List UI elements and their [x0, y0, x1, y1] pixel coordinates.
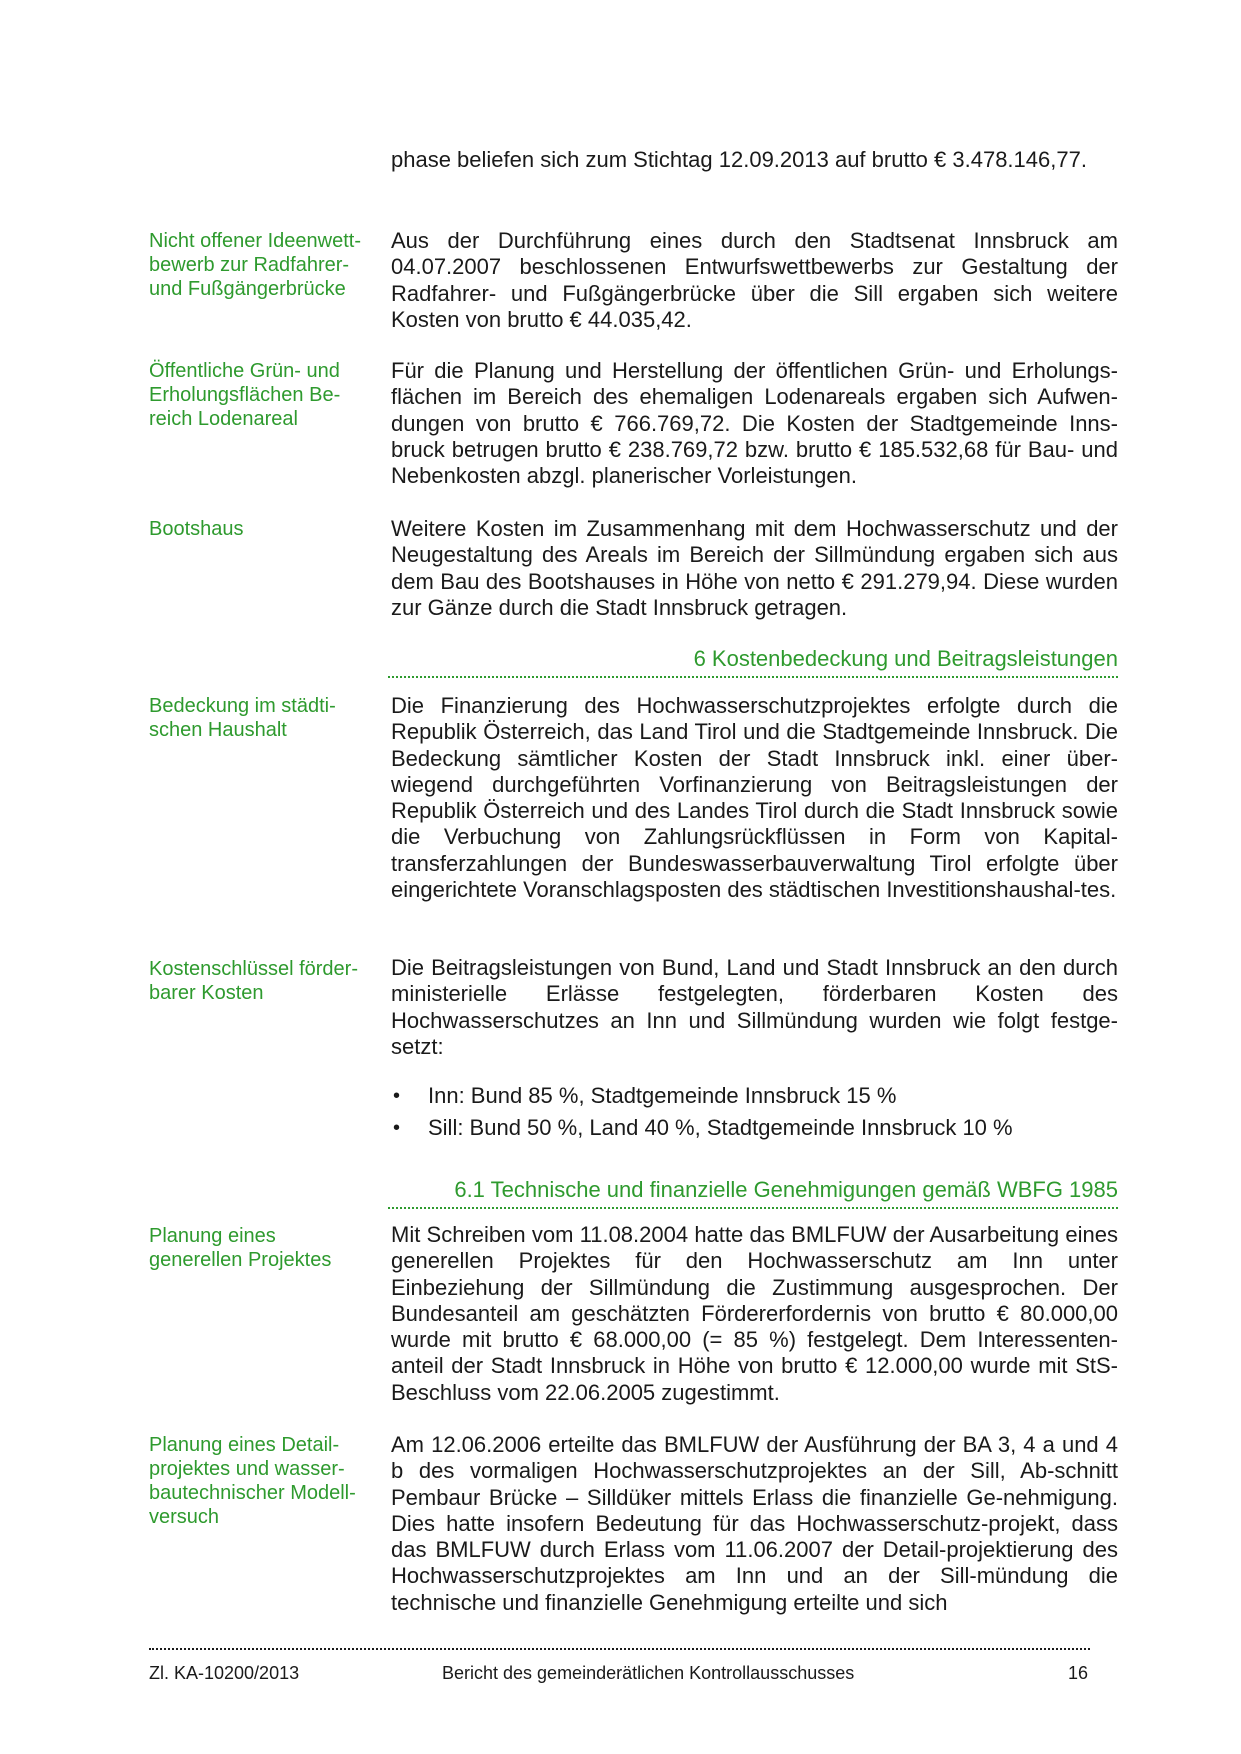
margin-note-generelles-projekt: Planung eines generellen Projektes	[149, 1225, 332, 1271]
paragraph-generelles-projekt: Mit Schreiben vom 11.08.2004 hatte das BMLFUW der Ausarbeitung eines generellen Projektes für den Hochwasserschutz am Inn unter Einbeziehung der Sillmündung die Zustimmung ausgesprochen. Der Bundesanteil am geschätzten Fördererfordernis von brutto € 80.000,00 wurde mit brutto € 68.000,00 (= 85 %) festgelegt. Dem Interessenten-anteil der Stadt Innsbruck in Höhe von brutto € 12.000,00 wurde mit StS-Beschluss vom 22.06.2005 zugestimmt.	[391, 1222, 1118, 1405]
paragraph-continuation: phase beliefen sich zum Stichtag 12.09.2013 auf brutto € 3.478.146,77.	[391, 147, 1087, 172]
paragraph-detailprojekt: Am 12.06.2006 erteilte das BMLFUW der Ausführung der BA 3, 4 a und 4 b des vormaligen Hochwasserschutzprojektes an der Sill, Ab-schnitt Pembaur Brücke – Silldüker mittels Erlass die finanzielle Ge-nehmigung. Dies hatte insofern Bedeutung für das Hochwasserschutz-projekt, dass das BMLFUW durch Erlass vom 11.06.2007 der Detail-projektierung des Hochwasserschutzprojektes am Inn und an der Sill-mündung die technische und finanzielle Genehmigung erteilte und sich	[391, 1432, 1118, 1615]
section-heading-6: 6 Kostenbedeckung und Beitragsleistungen	[388, 645, 1118, 678]
bullet-icon: •	[393, 1085, 401, 1107]
margin-note-bootshaus: Bootshaus	[149, 518, 244, 540]
bullet-list-cost-keys	[391, 1083, 1118, 1147]
list-item: • Sill: Bund 50 %, Land 40 %, Stadtgemeinde Innsbruck 10 %	[393, 1115, 1013, 1140]
paragraph-kostenschluessel: Die Beitragsleistungen von Bund, Land und Stadt Innsbruck an den durch ministerielle Erlässe festgelegten, förderbaren Kosten des Hochwasserschutzes an Inn und Sillmündung wurden wie folgt festge-setzt:	[391, 955, 1118, 1059]
footer-divider	[149, 1648, 1090, 1650]
paragraph-gruenflaechen: Für die Planung und Herstellung der öffentlichen Grün- und Erholungs-flächen im Bereich des ehemaligen Lodenareals ergaben sich Aufwen-dungen von brutto € 766.769,72. Die Kosten der Stadtgemeinde Inns-bruck betrugen brutto € 238.769,72 bzw. brutto € 185.532,68 für Bau- und Nebenkosten abzgl. planerischer Vorleistungen.	[391, 358, 1118, 489]
list-item: • Inn: Bund 85 %, Stadtgemeinde Innsbruck 15 %	[393, 1083, 897, 1108]
bullet-icon: •	[393, 1117, 401, 1139]
paragraph-bootshaus: Weitere Kosten im Zusammenhang mit dem Hochwasserschutz und der Neugestaltung des Areals im Bereich der Sillmündung ergaben sich aus dem Bau des Bootshauses in Höhe von netto € 291.279,94. Diese wurden zur Gänze durch die Stadt Innsbruck getragen.	[391, 516, 1118, 620]
paragraph-bedeckung: Die Finanzierung des Hochwasserschutzprojektes erfolgte durch die Republik Österreich, das Land Tirol und die Stadtgemeinde Innsbruck. Die Bedeckung sämtlicher Kosten der Stadt Innsbruck inkl. einer über-wiegend durchgeführten Vorfinanzierung von Beitragsleistungen der Republik Österreich und des Landes Tirol durch die Stadt Innsbruck sowie die Verbuchung von Zahlungsrückflüssen in Form von Kapital-transferzahlungen der Bundeswasserbauverwaltung Tirol erfolgte über eingerichtete Voranschlagsposten des städtischen Investitionshaushal-tes.	[391, 693, 1118, 903]
margin-note-kostenschluessel: Kostenschlüssel förder-barer Kosten	[149, 958, 358, 1004]
section-heading-6-1: 6.1 Technische und finanzielle Genehmigungen gemäß WBFG 1985	[388, 1176, 1118, 1209]
footer-report-title: Bericht des gemeinderätlichen Kontrollausschusses	[442, 1663, 855, 1683]
margin-note-detailprojekt: Planung eines Detail-projektes und wasser-bautechnischer Modell-versuch	[149, 1434, 356, 1528]
margin-note-gruenflaechen: Öffentliche Grün- und Erholungsflächen Be-reich Lodenareal	[149, 360, 341, 430]
footer-reference: Zl. KA-10200/2013	[149, 1663, 300, 1683]
margin-note-bedeckung: Bedeckung im städti-schen Haushalt	[149, 695, 336, 741]
paragraph-ideenwettbewerb: Aus der Durchführung eines durch den Stadtsenat Innsbruck am 04.07.2007 beschlossenen Entwurfswettbewerbs zur Gestaltung der Radfahrer- und Fußgängerbrücke über die Sill ergaben sich weitere Kosten von brutto € 44.035,42.	[391, 228, 1118, 332]
margin-note-ideenwettbewerb: Nicht offener Ideenwett-bewerb zur Radfahrer- und Fußgängerbrücke	[149, 230, 361, 300]
footer-page-number: 16	[1068, 1663, 1089, 1683]
